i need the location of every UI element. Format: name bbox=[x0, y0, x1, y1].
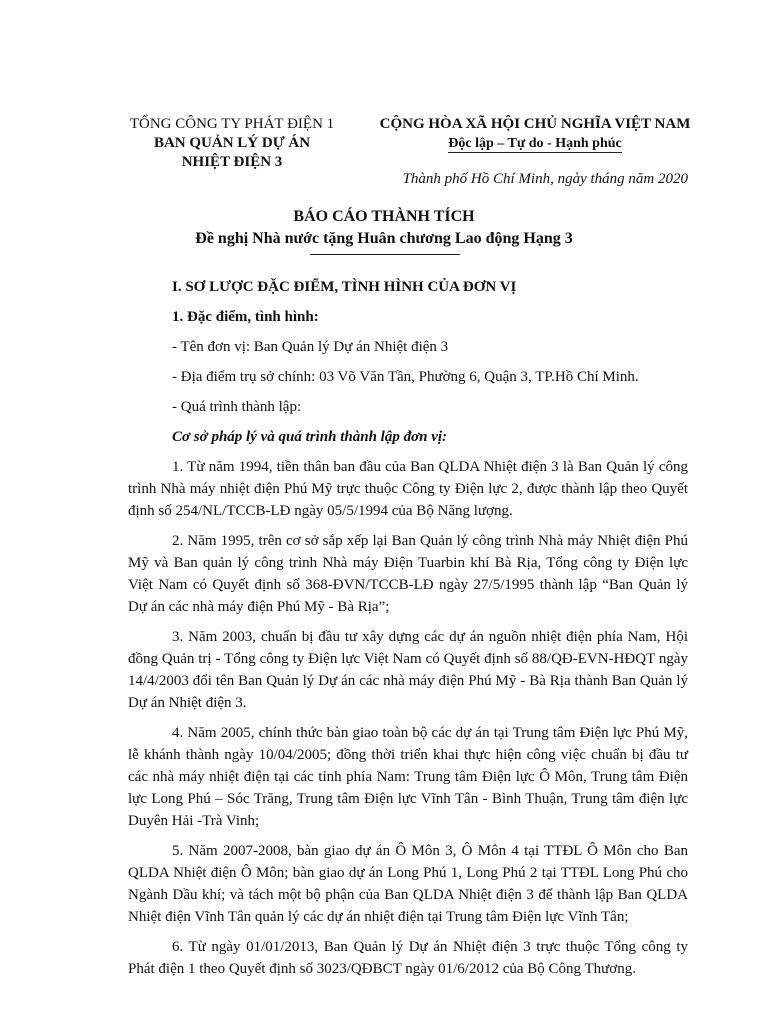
title-divider bbox=[310, 254, 460, 255]
national-header bbox=[355, 115, 715, 153]
subsection-heading: 1. Đặc điểm, tình hình: bbox=[172, 309, 319, 325]
history-paragraph: 2. Năm 1995, trên cơ sở sắp xếp lại Ban Quản lý công trình Nhà máy Nhiệt điện Phú Mỹ và Ban quản lý công trình Nhà máy Điện Tuarbin khí Bà Rịa, Tổng công ty Điện lực Việt Nam có Quyết định số 368-ĐVN/TCCB-LĐ ngày 27/5/1995 thành lập “Ban Quản lý Dự án các nhà máy điện Phú Mỹ - Bà Rịa”; bbox=[128, 533, 688, 615]
document-title bbox=[0, 206, 768, 255]
history-paragraph: 5. Năm 2007-2008, bàn giao dự án Ô Môn 3, Ô Môn 4 tại TTĐL Ô Môn cho Ban QLDA Nhiệt điện Ô Môn; bàn giao dự án Long Phú 1, Long Phú 2 tại TTĐL Long Phú cho Ngành Dầu khí; và tách một bộ phận của Ban QLDA Nhiệt điện 3 để thành lập Ban QLDA Nhiệt điện Vĩnh Tân quản lý các dự án nhiệt điện tại Trung tâm Điện lực Vĩnh Tân; bbox=[128, 843, 688, 925]
legal-basis-heading: Cơ sở pháp lý và quá trình thành lập đơn vị: bbox=[172, 429, 448, 445]
document-body bbox=[128, 276, 688, 988]
organization-header bbox=[112, 115, 352, 172]
org-line-3: NHIỆT ĐIỆN 3 bbox=[181, 154, 283, 170]
history-label: - Quá trình thành lập: bbox=[172, 399, 302, 415]
history-paragraph: 3. Năm 2003, chuẩn bị đầu tư xây dựng các dự án nguồn nhiệt điện phía Nam, Hội đồng Quản trị - Tổng công ty Điện lực Việt Nam có Quyết định số 88/QĐ-EVN-HĐQT ngày 14/4/2003 đổi tên Ban Quản lý Dự án các nhà máy điện Phú Mỹ - Bà Rịa thành Ban Quản lý Dự án Nhiệt điện 3. bbox=[128, 629, 688, 711]
history-paragraph: 1. Từ năm 1994, tiền thân ban đầu của Ban QLDA Nhiệt điện 3 là Ban Quản lý công trình Nhà máy nhiệt điện Phú Mỹ trực thuộc Công ty Điện lực 2, được thành lập theo Quyết định số 254/NL/TCCB-LĐ ngày 05/5/1994 của Bộ Năng lượng. bbox=[128, 459, 688, 519]
dateline: Thành phố Hồ Chí Minh, ngày tháng năm 2020 bbox=[402, 171, 688, 187]
org-line-2: BAN QUẢN LÝ DỰ ÁN bbox=[153, 135, 311, 151]
address-line: - Địa điểm trụ sở chính: 03 Võ Văn Tần, Phường 6, Quận 3, TP.Hồ Chí Minh. bbox=[172, 369, 639, 385]
national-motto: Độc lập – Tự do - Hạnh phúc bbox=[448, 136, 622, 151]
title-main: BÁO CÁO THÀNH TÍCH bbox=[293, 208, 475, 225]
unit-name-line: - Tên đơn vị: Ban Quản lý Dự án Nhiệt điện 3 bbox=[172, 339, 449, 355]
country-name: CỘNG HÒA XÃ HỘI CHỦ NGHĨA VIỆT NAM bbox=[379, 116, 691, 132]
org-line-1: TỔNG CÔNG TY PHÁT ĐIỆN 1 bbox=[129, 116, 335, 132]
section-heading: I. SƠ LƯỢC ĐẶC ĐIỂM, TÌNH HÌNH CỦA ĐƠN VỊ bbox=[172, 279, 517, 295]
title-sub: Đề nghị Nhà nước tặng Huân chương Lao động Hạng 3 bbox=[195, 230, 573, 247]
history-paragraph: 6. Từ ngày 01/01/2013, Ban Quản lý Dự án Nhiệt điện 3 trực thuộc Tổng công ty Phát điện 1 theo Quyết định số 3023/QĐBCT ngày 01/6/2012 của Bộ Công Thương. bbox=[128, 939, 688, 977]
history-paragraph: 4. Năm 2005, chính thức bàn giao toàn bộ các dự án tại Trung tâm Điện lực Phú Mỹ, lễ khánh thành ngày 10/04/2005; đồng thời triển khai thực hiện công việc chuẩn bị đầu tư các nhà máy nhiệt điện tại các tỉnh phía Nam: Trung tâm Điện lực Ô Môn, Trung tâm Điện lực Long Phú – Sóc Trăng, Trung tâm Điện lực Vĩnh Tân - Bình Thuận, Trung tâm điện lực Duyên Hải -Trà Vinh; bbox=[128, 725, 688, 829]
